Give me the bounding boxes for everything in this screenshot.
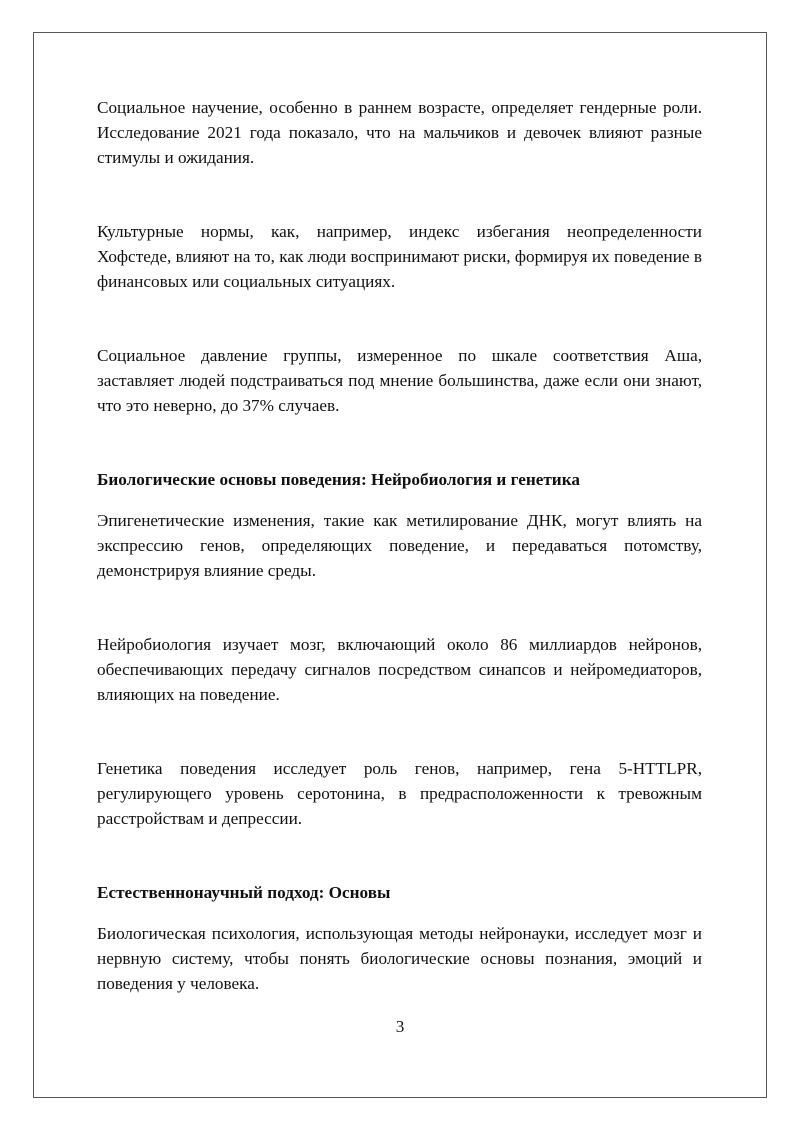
paragraph-social-learning: Социальное научение, особенно в раннем возрасте, определяет гендерные роли. Исследование 2021 года показало, что на мальчиков и девочек влияют разные стимулы и ожидания. <box>97 98 702 167</box>
paragraph-behavior-genetics: Генетика поведения исследует роль генов, например, гена 5-HTTLPR, регулирующего уровень серотонина, в предрасположенности к тревожным расстройствам и депрессии. <box>97 759 702 828</box>
paragraph-cultural-norms: Культурные нормы, как, например, индекс избегания неопределенности Хофстеде, влияют на то, как люди воспринимают риски, формируя их поведение в финансовых или социальных ситуациях. <box>97 222 702 291</box>
paragraph-epigenetics: Эпигенетические изменения, такие как метилирование ДНК, могут влиять на экспрессию генов, определяющих поведение, и передаваться потомству, демонстрируя влияние среды. <box>97 511 702 580</box>
paragraph-group-pressure: Социальное давление группы, измеренное по шкале соответствия Аша, заставляет людей подстраиваться под мнение большинства, даже если они знают, что это неверно, до 37% случаев. <box>97 346 702 415</box>
paragraph-neurobiology: Нейробиология изучает мозг, включающий около 86 миллиардов нейронов, обеспечивающих передачу сигналов посредством синапсов и нейромедиаторов, влияющих на поведение. <box>97 635 702 704</box>
page-number: 3 <box>395 1017 405 1036</box>
section-heading-biology: Биологические основы поведения: Нейробиология и генетика <box>97 470 580 489</box>
page-content <box>97 95 702 996</box>
paragraph-biological-psychology: Биологическая психология, использующая методы нейронауки, исследует мозг и нервную систему, чтобы понять биологические основы познания, эмоций и поведения у человека. <box>97 924 702 993</box>
section-heading-natural-science: Естественнонаучный подход: Основы <box>97 883 391 902</box>
